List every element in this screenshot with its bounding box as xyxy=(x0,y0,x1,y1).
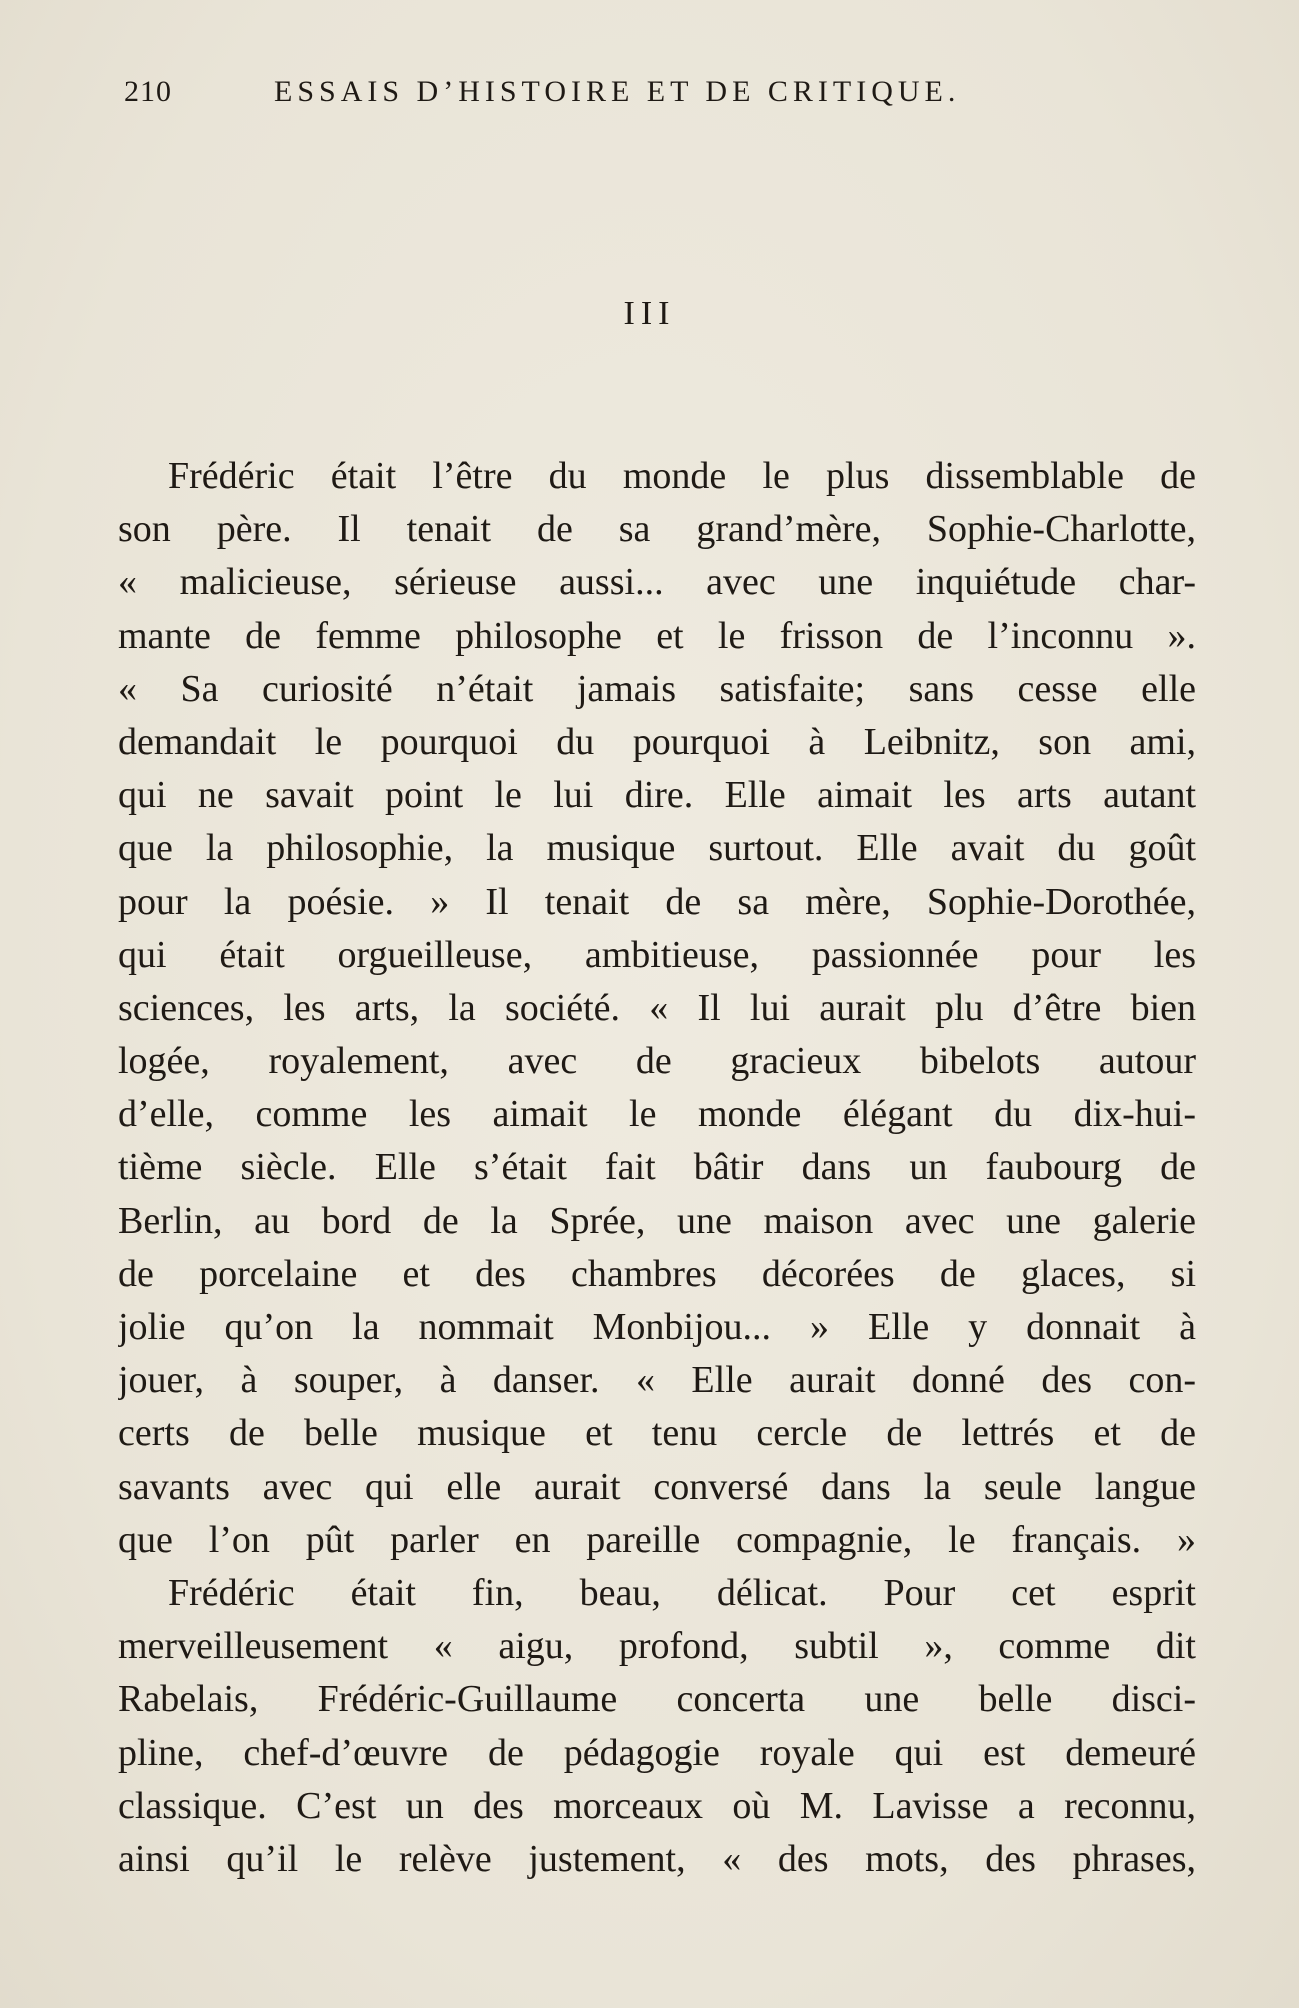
text-line: sciences, les arts, la société. « Il lui aurait plu d’être bien xyxy=(118,986,1196,1029)
text-line: de porcelaine et des chambres décorées de glaces, si xyxy=(118,1252,1196,1295)
text-line: jolie qu’on la nommait Monbijou... » Elle y donnait à xyxy=(118,1306,1196,1348)
text-line: tième siècle. Elle s’était fait bâtir dans un faubourg de xyxy=(118,1146,1196,1189)
body-text xyxy=(118,450,1196,1886)
text-line: qui ne savait point le lui dire. Elle aimait les arts autant xyxy=(118,774,1196,817)
text-line: qui était orgueilleuse, ambitieuse, passionnée pour les xyxy=(118,933,1196,976)
text-line: « Sa curiosité n’était jamais satisfaite; sans cesse elle xyxy=(118,667,1196,710)
text-line: « malicieuse, sérieuse aussi... avec une inquiétude char- xyxy=(118,561,1196,604)
text-line: certs de belle musique et tenu cercle de lettrés et de xyxy=(118,1412,1196,1455)
text-line: classique. C’est un des morceaux où M. Lavisse a reconnu, xyxy=(118,1784,1196,1827)
running-head xyxy=(124,72,1194,112)
text-line: Frédéric était l’être du monde le plus dissemblable de xyxy=(168,455,1196,497)
text-line: pour la poésie. » Il tenait de sa mère, Sophie-Dorothée, xyxy=(118,880,1196,923)
text-line: merveilleusement « aigu, profond, subtil », comme dit xyxy=(118,1625,1196,1668)
text-line: son père. Il tenait de sa grand’mère, Sophie-Charlotte, xyxy=(118,508,1196,551)
text-line: savants avec qui elle aurait conversé dans la seule langue xyxy=(118,1465,1196,1508)
text-line: Rabelais, Frédéric-Guillaume concerta une belle disci- xyxy=(118,1678,1196,1721)
text-line: Frédéric était fin, beau, délicat. Pour cet esprit xyxy=(168,1571,1196,1614)
running-title: ESSAIS D’HISTOIRE ET DE CRITIQUE. xyxy=(274,75,961,108)
paragraph xyxy=(118,450,1196,1567)
text-line: pline, chef-d’œuvre de pédagogie royale qui est demeuré xyxy=(118,1731,1196,1774)
text-line: d’elle, comme les aimait le monde élégant du dix-hui- xyxy=(118,1093,1196,1136)
text-line: jouer, à souper, à danser. « Elle aurait donné des con- xyxy=(118,1359,1196,1402)
text-line: ainsi qu’il le relève justement, « des mots, des phrases, xyxy=(118,1837,1196,1880)
page-number: 210 xyxy=(124,75,172,108)
text-line: que la philosophie, la musique surtout. Elle avait du goût xyxy=(118,827,1196,870)
text-line: demandait le pourquoi du pourquoi à Leibnitz, son ami, xyxy=(118,720,1196,763)
text-line: Berlin, au bord de la Sprée, une maison avec une galerie xyxy=(118,1199,1196,1242)
section-heading: III xyxy=(623,295,676,332)
paragraph xyxy=(118,1567,1196,1886)
text-line: que l’on pût parler en pareille compagnie, le français. » xyxy=(118,1518,1196,1561)
text-line: logée, royalement, avec de gracieux bibelots autour xyxy=(118,1040,1196,1083)
text-line: mante de femme philosophe et le frisson de l’inconnu ». xyxy=(118,614,1196,657)
